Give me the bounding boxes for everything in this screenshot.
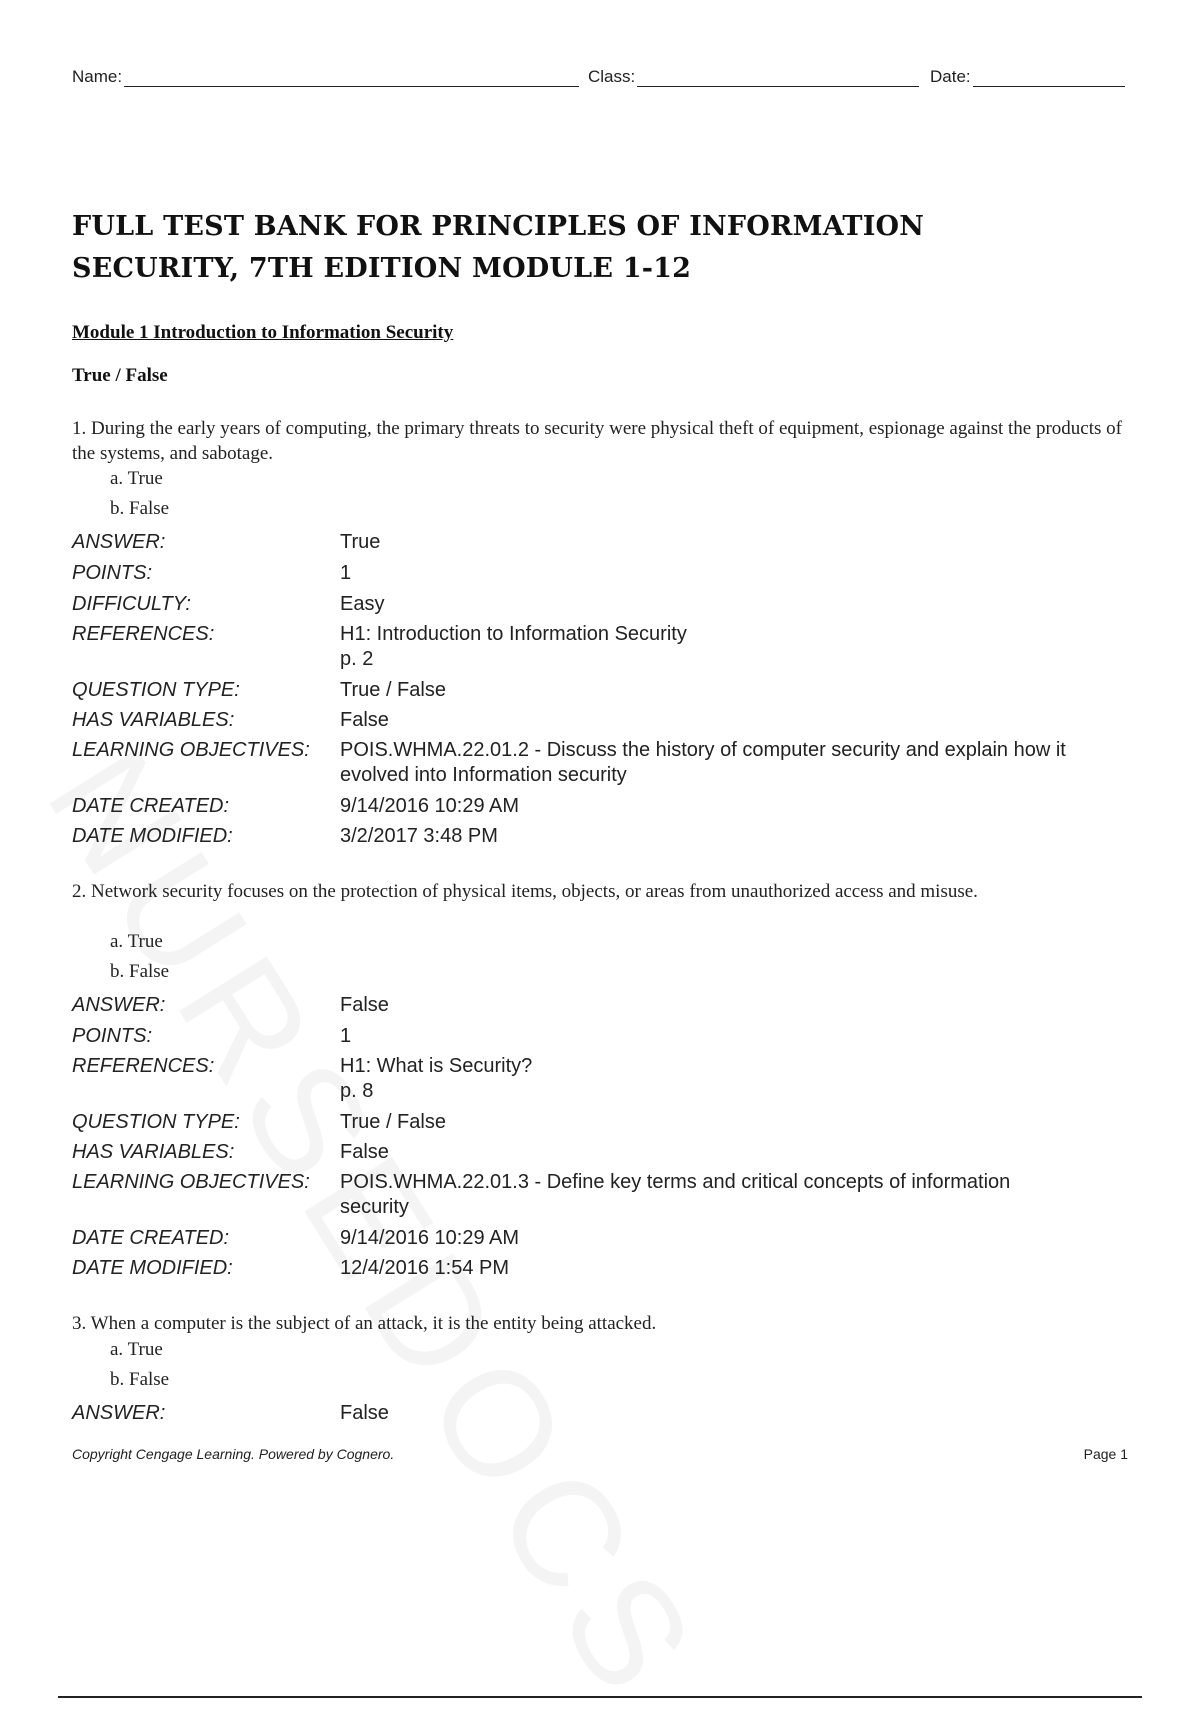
meta-label: LEARNING OBJECTIVES: [72, 739, 310, 761]
meta-label: ANSWER: [72, 531, 166, 553]
meta-label: REFERENCES: [72, 623, 215, 645]
document-title: FULL TEST BANK FOR PRINCIPLES OF INFORMATION SECURITY, 7TH EDITION MODULE 1-12 [72, 211, 925, 284]
meta-value: False [340, 1141, 389, 1163]
question-1-choice-b: b. False [110, 498, 170, 519]
meta-label: DATE MODIFIED: [72, 1257, 233, 1279]
class-blank [637, 66, 919, 87]
meta-value: False [340, 994, 389, 1016]
meta-label: HAS VARIABLES: [72, 709, 235, 731]
meta-label: ANSWER: [72, 994, 166, 1016]
meta-label: DATE CREATED: [72, 1227, 230, 1249]
meta-label: LEARNING OBJECTIVES: [72, 1171, 310, 1193]
meta-value-line: p. 2 [340, 648, 374, 670]
bottom-divider [58, 1696, 1142, 1698]
meta-label: ANSWER: [72, 1402, 166, 1424]
meta-value [340, 1054, 1190, 1104]
meta-value-line: evolved into Information security [340, 764, 627, 786]
question-2-choice-a: a. True [110, 931, 163, 952]
question-3-choice-a: a. True [110, 1339, 163, 1360]
date-blank [973, 66, 1125, 87]
meta-value-line: security [340, 1196, 409, 1218]
meta-value: True / False [340, 1111, 446, 1133]
meta-value-line: p. 8 [340, 1080, 374, 1102]
meta-value: 9/14/2016 10:29 AM [340, 795, 520, 817]
meta-value: True / False [340, 679, 446, 701]
module-heading: Module 1 Introduction to Information Security [72, 322, 454, 343]
section-heading: True / False [72, 365, 168, 386]
meta-label: QUESTION TYPE: [72, 679, 240, 701]
question-1-text: 1. During the early years of computing, the primary threats to security were physical theft of equipment, espionage against the products of the systems, and sabotage. [72, 418, 1122, 464]
question-2-choice-b: b. False [110, 961, 170, 982]
footer-copyright: Copyright Cengage Learning. Powered by Cognero. [72, 1446, 395, 1462]
class-field [588, 66, 919, 87]
meta-value: 1 [340, 562, 352, 584]
question-3-choice-b: b. False [110, 1369, 170, 1390]
name-blank [124, 66, 579, 87]
meta-value: 12/4/2016 1:54 PM [340, 1257, 510, 1279]
date-label: Date: [930, 67, 971, 86]
meta-value [340, 622, 1190, 672]
meta-value [340, 738, 1190, 788]
question-3-text: 3. When a computer is the subject of an attack, it is the entity being attacked. [72, 1313, 657, 1334]
meta-value: 3/2/2017 3:48 PM [340, 825, 498, 847]
question-1-choice-a: a. True [110, 468, 163, 489]
meta-value: False [340, 1402, 389, 1424]
meta-label: DATE MODIFIED: [72, 825, 233, 847]
footer-page-number: Page 1 [1083, 1446, 1128, 1462]
meta-value: False [340, 709, 389, 731]
meta-label: POINTS: [72, 1025, 153, 1047]
meta-value: 1 [340, 1025, 352, 1047]
meta-value: 9/14/2016 10:29 AM [340, 1227, 520, 1249]
meta-label: POINTS: [72, 562, 153, 584]
question-2-text: 2. Network security focuses on the protection of physical items, objects, or areas from unauthorized access and misuse. [72, 881, 978, 902]
meta-label: DIFFICULTY: [72, 593, 191, 615]
name-label: Name: [72, 67, 123, 86]
meta-value [340, 1170, 1190, 1220]
meta-label: DATE CREATED: [72, 795, 230, 817]
name-field [72, 66, 579, 87]
meta-value-line: POIS.WHMA.22.01.3 - Define key terms and critical concepts of information [340, 1171, 1011, 1193]
meta-value: Easy [340, 593, 385, 615]
meta-value: True [340, 531, 381, 553]
class-label: Class: [588, 67, 636, 86]
meta-label: REFERENCES: [72, 1055, 215, 1077]
meta-value-line: H1: Introduction to Information Security [340, 623, 687, 645]
meta-label: QUESTION TYPE: [72, 1111, 240, 1133]
meta-value-line: POIS.WHMA.22.01.2 - Discuss the history of computer security and explain how it [340, 739, 1066, 761]
date-field [930, 66, 1125, 87]
meta-value-line: H1: What is Security? [340, 1055, 533, 1077]
header-fields [72, 66, 1130, 92]
meta-label: HAS VARIABLES: [72, 1141, 235, 1163]
